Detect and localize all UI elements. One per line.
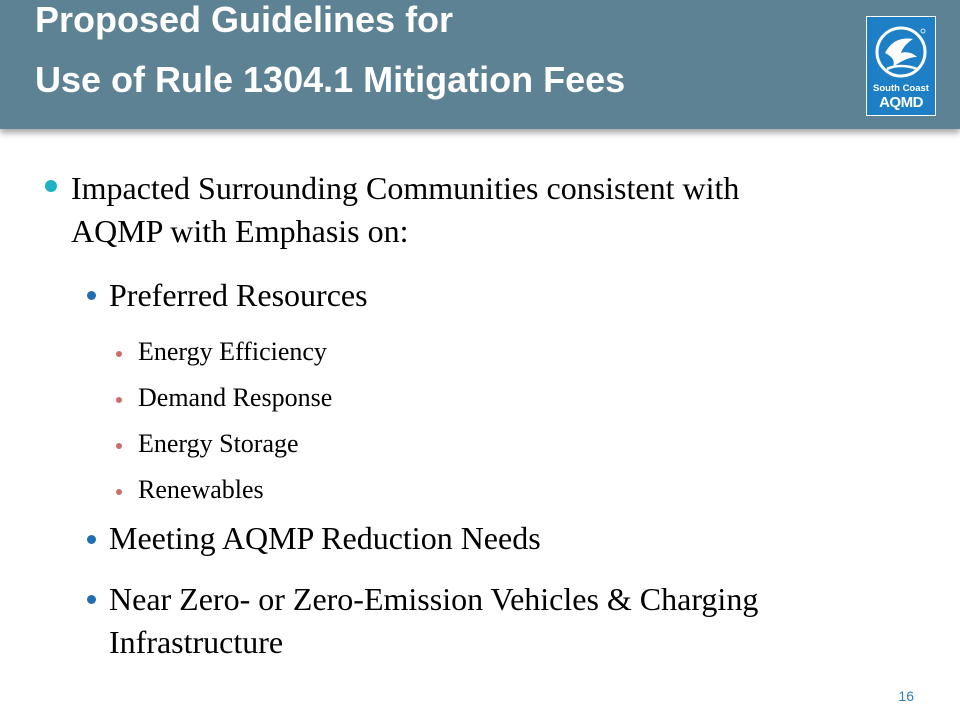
level3-bullet-icon	[116, 397, 122, 403]
level1-bullet-icon	[45, 180, 57, 192]
level3-bullet-icon	[116, 443, 122, 449]
south-coast-aqmd-logo	[866, 16, 936, 116]
list-item-energy-efficiency: Energy Efficiency	[138, 337, 327, 366]
main-bullet-line-1: Impacted Surrounding Communities consistent with	[71, 170, 740, 206]
sub-bullet-meeting-aqmp: Meeting AQMP Reduction Needs	[109, 520, 541, 556]
sub-bullet-preferred-resources: Preferred Resources	[109, 277, 368, 313]
level2-bullet-icon	[87, 291, 96, 300]
level2-bullet-icon	[87, 595, 96, 604]
sub-bullet-vehicles-line-2: Infrastructure	[109, 624, 284, 660]
list-item-demand-response: Demand Response	[138, 383, 333, 412]
slide-title-line-1: Proposed Guidelines for	[35, 0, 454, 40]
logo-text-south-coast: South Coast	[873, 83, 929, 94]
list-item-energy-storage: Energy Storage	[138, 429, 299, 458]
slide-title-line-2: Use of Rule 1304.1 Mitigation Fees	[35, 59, 626, 100]
level3-bullet-icon	[116, 489, 122, 495]
level3-bullet-icon	[116, 351, 122, 357]
slide-number: 16	[898, 688, 914, 704]
list-item-renewables: Renewables	[138, 475, 264, 504]
sub-bullet-vehicles-line-1: Near Zero- or Zero-Emission Vehicles & Charging	[109, 581, 759, 617]
title-bar	[0, 0, 960, 129]
logo-text-aqmd: AQMD	[879, 94, 923, 111]
main-bullet-line-2: AQMP with Emphasis on:	[71, 213, 409, 249]
level2-bullet-icon	[87, 535, 96, 544]
dove-icon	[873, 23, 929, 81]
